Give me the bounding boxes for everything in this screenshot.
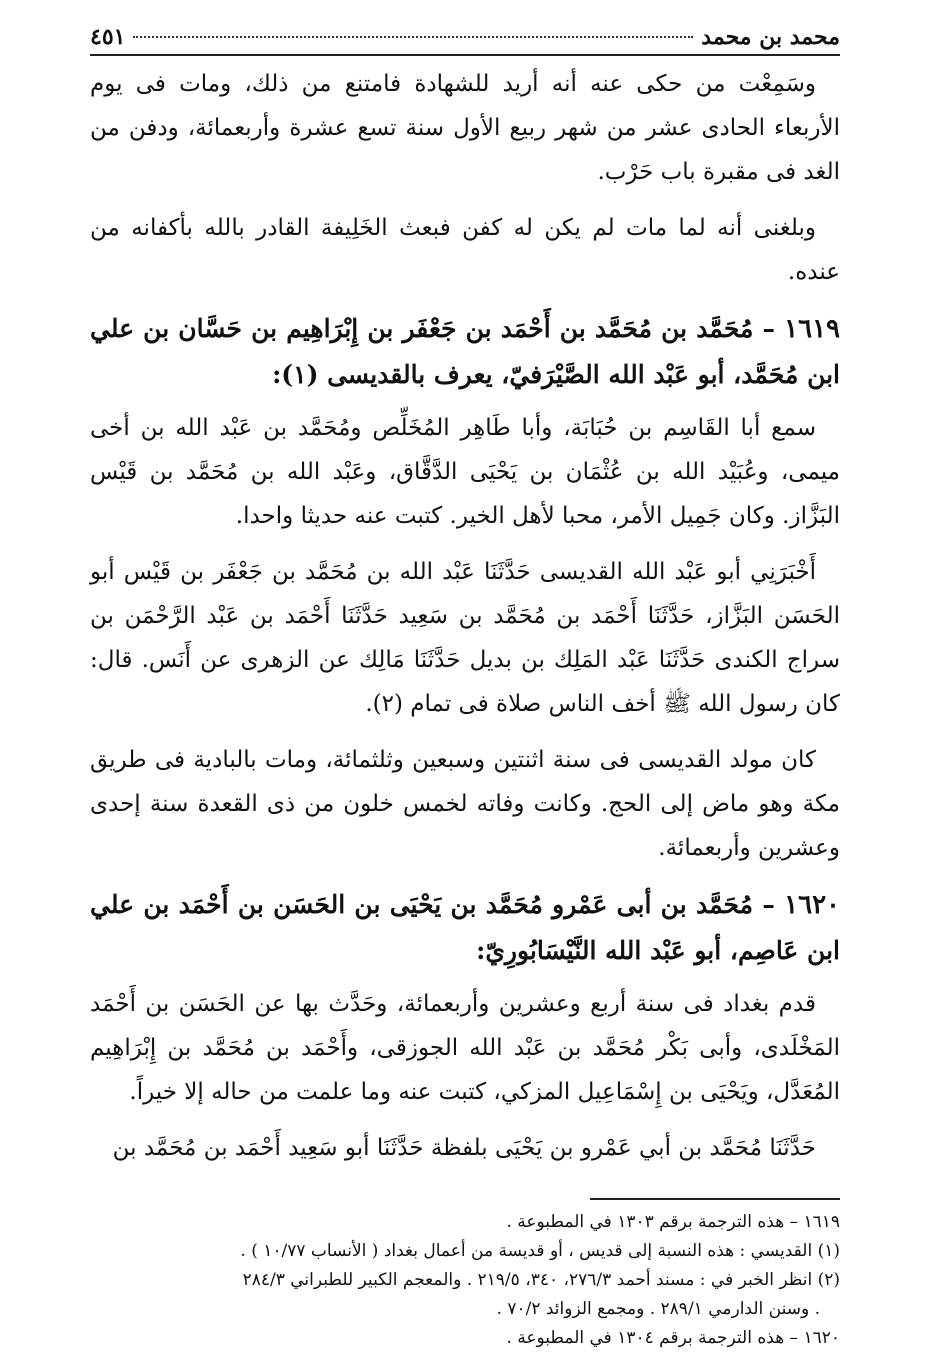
entry-number-1620: ١٦٢٠: [784, 890, 840, 920]
running-title: محمد بن محمد: [701, 24, 840, 50]
paragraph-6: قدم بغداد فى سنة أربع وعشرين وأربعمائة، وحَدَّث بها عن الحَسَن بن أَحْمَد المَخْلَدى، وأبى بَكْر مُحَمَّد بن عَبْد الله الجوزقى، وأَحْمَد بن مُحَمَّد بن إِبْرَاهِيم المُعَدَّل، ويَحْيَى بن إِسْمَاعِيل المزكي، كتبت عنه وما علمت من حاله إلا خيراً.: [90, 991, 840, 1105]
entry-heading-1619: [90, 306, 840, 398]
header-dot-leader: [133, 36, 693, 38]
footnote-1: (١) القديسي : هذه النسبة إلى قديس ، أو قديسة من أعمال بغداد ( الأنساب ١٠/٧٧ ) .: [240, 1241, 840, 1261]
paragraph-4: أَخْبَرَنِي أبو عَبْد الله القديسى حَدَّثَنَا عَبْد الله بن مُحَمَّد بن جَعْفَر بن قَيْس أبو الحَسَن البَزَّاز، حَدَّثَنَا أَحْمَد بن مُحَمَّد بن سَعِيد حَدَّثَنَا أَحْمَد بن عَبْد الرَّحْمَن بن سراج الكندى حَدَّثَنَا عَبْد المَلِك بن بديل حَدَّثَنَا مَالِك عن الزهرى عن أَنَس. قال: كان رسول الله ﷺ أخف الناس صلاة فى تمام (٢).: [90, 559, 840, 717]
running-header: [90, 24, 840, 56]
entry-title-1619: – مُحَمَّد بن مُحَمَّد بن أَحْمَد بن جَعْفَر بن إِبْرَاهِيم بن حَسَّان بن علي ابن مُحَمَّد، أبو عَبْد الله الصَّيْرَفيّ، يعرف بالقديسى (١):: [90, 314, 840, 389]
footnote-1619: ١٦١٩ – هذه الترجمة برقم ١٣٠٣ في المطبوعة .: [506, 1212, 840, 1232]
main-text: [90, 62, 840, 1170]
footnote-rule: [590, 1198, 840, 1200]
paragraph-3: سمع أبا القَاسِم بن حُبَابَة، وأبا طَاهِر المُخَلِّص ومُحَمَّد بن عَبْد الله بن أخى ميمى، وعُبَيْد الله بن عُثْمَان بن يَحْيَى الدَّقَّاق، وعَبْد الله بن مُحَمَّد بن قَيْس البَزَّاز. وكان جَمِيل الأمر، محبا لأهل الخير. كتبت عنه حديثا واحدا.: [90, 415, 840, 529]
paragraph-2: وبلغنى أنه لما مات لم يكن له كفن فبعث الخَلِيفة القادر بالله بأكفانه من عنده.: [90, 215, 840, 285]
page-number: ٤٥١: [90, 24, 126, 50]
paragraph-1: وسَمِعْت من حكى عنه أنه أريد للشهادة فامتنع من ذلك، ومات فى يوم الأربعاء الحادى عشر من شهر ربيع الأول سنة تسع عشرة وأربعمائة، ودفن من الغد فى مقبرة باب حَرْب.: [90, 71, 840, 185]
entry-title-1620: – مُحَمَّد بن أبى عَمْرو مُحَمَّد بن يَحْيَى بن الحَسَن بن أَحْمَد بن علي ابن عَاصِم، أبو عَبْد الله النَّيْسَابُورِيّ:: [90, 890, 840, 965]
footnote-2-continued: . وسنن الدارمي ٢٨٩/١ . ومجمع الزوائد ٧٠/٢ .: [496, 1299, 820, 1319]
entry-heading-1620: [90, 882, 840, 974]
entry-number-1619: ١٦١٩: [784, 314, 840, 344]
footnote-2: (٢) انظر الخبر في : مسند أحمد ٢٧٦/٣، ٣٤٠، ٢١٩/٥ . والمعجم الكبير للطبراني ٢٨٤/٣: [242, 1270, 840, 1290]
book-page: [90, 24, 840, 1353]
paragraph-5: كان مولد القديسى فى سنة اثنتين وسبعين وثلثمائة، ومات بالبادية فى طريق مكة وهو ماض إلى الحج. وكانت وفاته لخمس خلون من ذى القعدة سنة إحدى وعشرين وأربعمائة.: [90, 747, 840, 861]
paragraph-7: حَدَّثَنَا مُحَمَّد بن أبي عَمْرو بن يَحْيَى بلفظة حَدَّثَنَا أبو سَعِيد أَحْمَد بن مُحَمَّد بن: [112, 1135, 816, 1161]
footnotes: [90, 1190, 840, 1353]
footnote-1620: ١٦٢٠ – هذه الترجمة برقم ١٣٠٤ في المطبوعة .: [506, 1328, 840, 1348]
